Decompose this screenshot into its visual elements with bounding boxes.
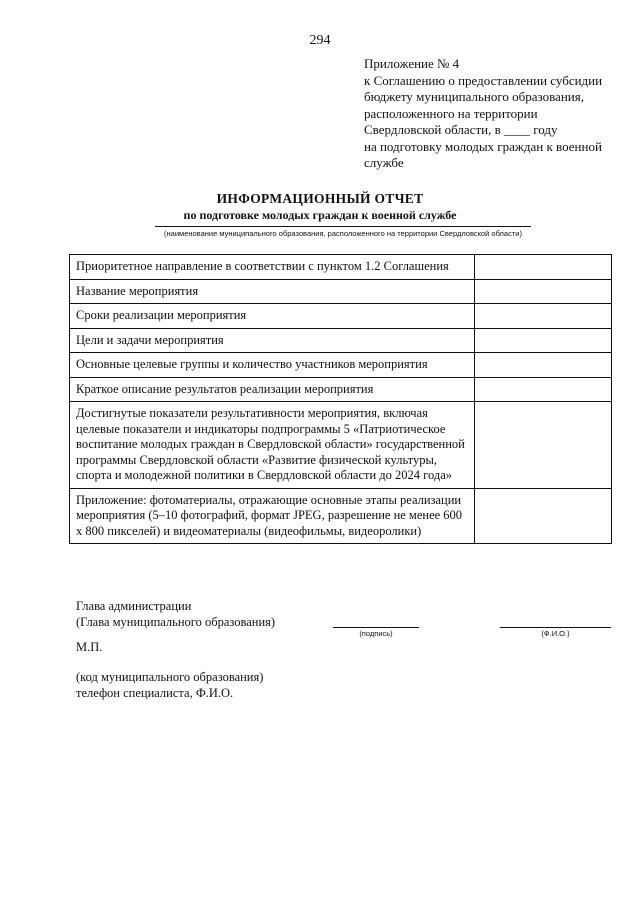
row-label: Краткое описание результатов реализации мероприятия xyxy=(70,377,475,402)
report-title: ИНФОРМАЦИОННЫЙ ОТЧЕТ xyxy=(216,191,424,206)
row-label: Приложение: фотоматериалы, отражающие основные этапы реализации мероприятия (5–10 фотографий, формат JPEG, разрешение не менее 600 x 800 пикселей) и видеоматериалы (видеофильмы, видеоролики) xyxy=(70,488,475,544)
appendix-line: службе xyxy=(364,155,404,170)
row-label: Цели и задачи мероприятия xyxy=(70,328,475,353)
row-value xyxy=(475,377,612,402)
row-label: Основные целевые группы и количество участников мероприятия xyxy=(70,353,475,378)
table-row xyxy=(70,255,612,280)
municipality-name-caption: (наименование муниципального образования, расположенного на территории Свердловской области) xyxy=(164,229,522,238)
report-subtitle: по подготовке молодых граждан к военной службе xyxy=(183,208,457,222)
appendix-line: расположенного на территории xyxy=(364,105,538,121)
row-label: Название мероприятия xyxy=(70,279,475,304)
footer-block xyxy=(76,669,263,701)
signature-line xyxy=(333,627,419,628)
signatory-title: Глава администрации xyxy=(76,599,192,613)
table-row xyxy=(70,328,612,353)
table-row xyxy=(70,488,612,544)
stamp-place: М.П. xyxy=(76,640,103,654)
appendix-line: бюджету муниципального образования, xyxy=(364,89,584,104)
full-name-caption: (Ф.И.О.) xyxy=(541,629,570,638)
municipality-code: (код муниципального образования) xyxy=(76,670,264,684)
row-value xyxy=(475,353,612,378)
row-value xyxy=(475,304,612,329)
row-value xyxy=(475,488,612,544)
specialist-phone: телефон специалиста, Ф.И.О. xyxy=(76,686,234,700)
row-label: Приоритетное направление в соответствии с пунктом 1.2 Соглашения xyxy=(70,255,475,280)
row-value xyxy=(475,402,612,489)
appendix-line: Свердловской области, в ____ году xyxy=(364,122,558,137)
report-table xyxy=(69,254,612,544)
appendix-line: Приложение № 4 xyxy=(364,56,460,71)
page-number: 294 xyxy=(309,33,331,48)
row-value xyxy=(475,328,612,353)
table-row xyxy=(70,377,612,402)
table-row xyxy=(70,279,612,304)
full-name-line xyxy=(500,627,611,628)
signatory-block xyxy=(76,598,275,630)
municipality-name-line xyxy=(155,226,531,227)
row-label: Достигнутые показатели результативности мероприятия, включая целевые показатели и индикаторы подпрограммы 5 «Патриотическое воспитание молодых граждан в Свердловской области» государственной программы Свердловской области «Развитие физической культуры, спорта и молодежной политики в Свердловской области до 2024 года» xyxy=(70,402,475,489)
appendix-header xyxy=(364,56,626,172)
appendix-line: к Соглашению о предоставлении субсидии xyxy=(364,72,603,88)
row-label: Сроки реализации мероприятия xyxy=(70,304,475,329)
row-value xyxy=(475,255,612,280)
table-row xyxy=(70,402,612,489)
table-row xyxy=(70,304,612,329)
signature-caption: (подпись) xyxy=(359,629,393,638)
table-row xyxy=(70,353,612,378)
signatory-subtitle: (Глава муниципального образования) xyxy=(76,615,276,629)
appendix-line: на подготовку молодых граждан к военной xyxy=(364,138,602,154)
row-value xyxy=(475,279,612,304)
